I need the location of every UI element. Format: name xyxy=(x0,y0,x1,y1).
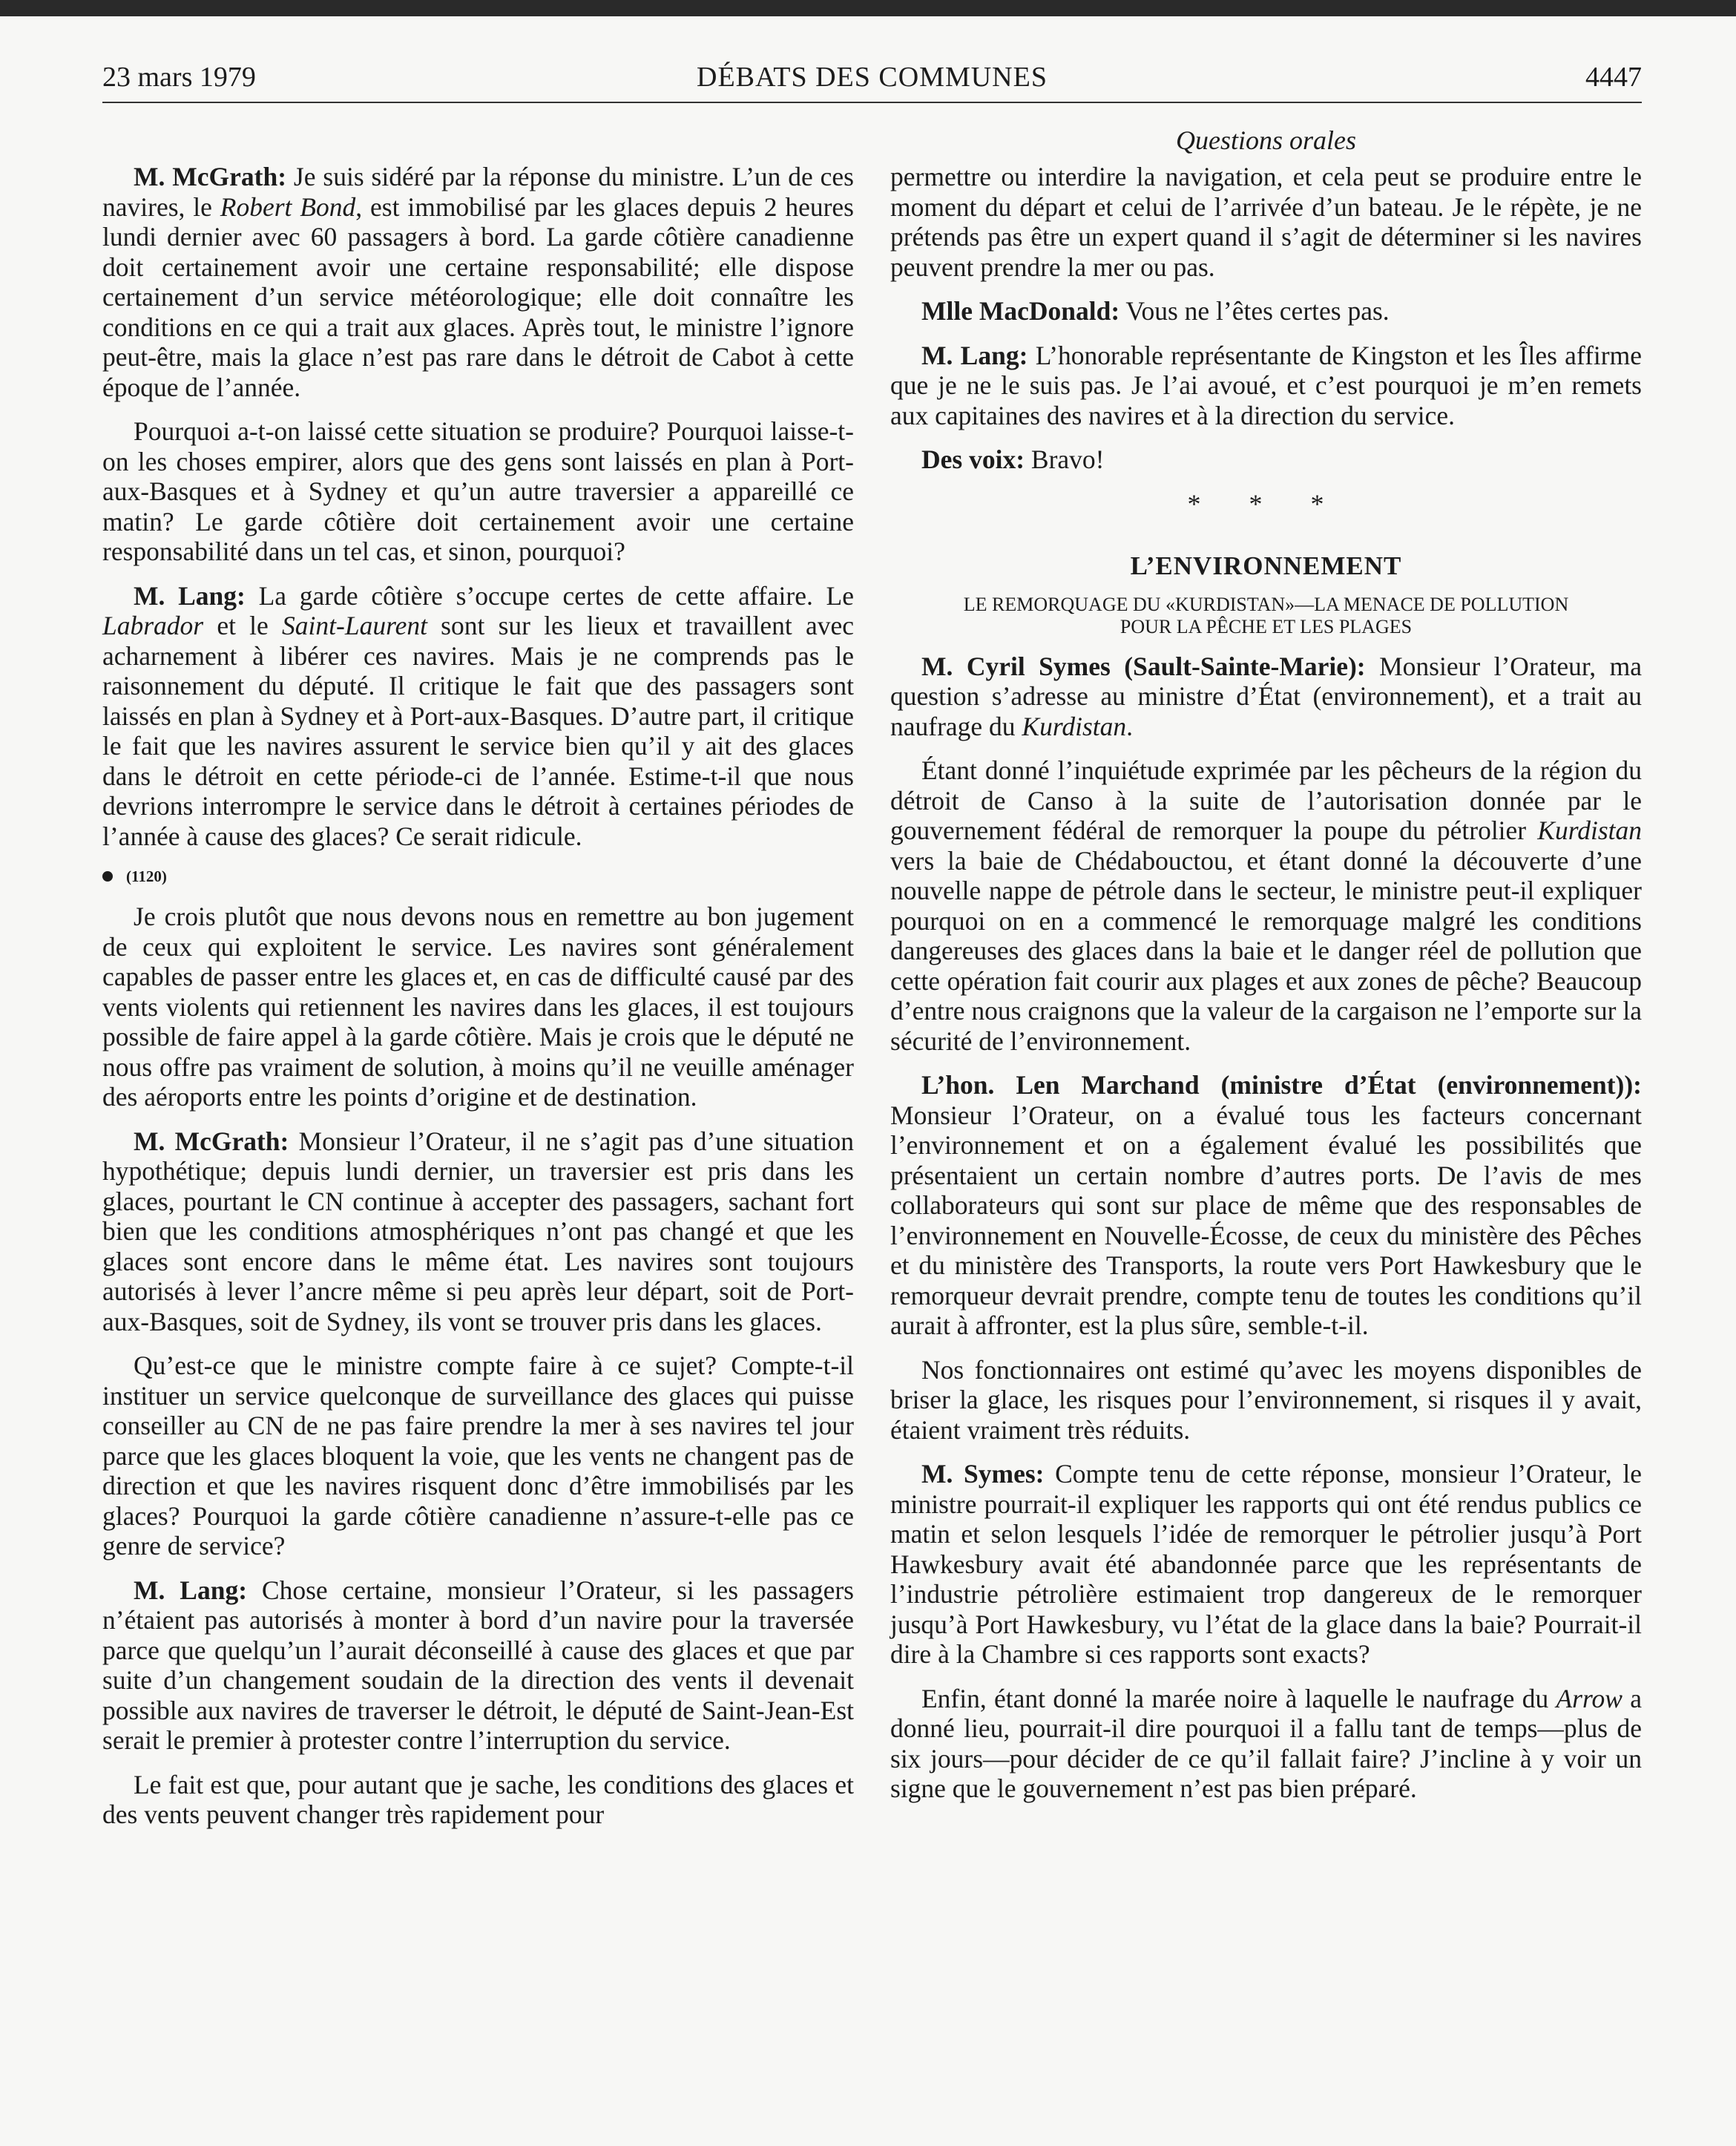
page-header xyxy=(102,61,1642,105)
timestamp-marker xyxy=(102,865,854,887)
section-label: Questions orales xyxy=(1176,125,1356,155)
paragraph: M. McGrath: Monsieur l’Orateur, il ne s’agit pas d’une situation hypothétique; depuis lundi dernier, un traversier est pris dans les glaces, pourtant le CN continue à accepter des passagers, sachant fort bien que les conditions atmosphériques n’ont pas changé et que les glaces sont encore dans le même état. Les navires sont toujours autorisés à lever l’ancre même si peu après leur départ, soit de Port-aux-Basques, soit de Sydney, ils vont se trouver pris dans les glaces. xyxy=(102,1126,854,1336)
speaker-name: Des voix: xyxy=(921,444,1025,474)
speaker-name: M. McGrath: xyxy=(134,162,287,191)
ship-name: Saint-Laurent xyxy=(282,611,427,640)
paragraph: permettre ou interdire la navigation, et cela peut se produire entre le moment du départ et celui de l’arrivée d’un bateau. Je le répète, je ne prétends pas être un expert quand il s’agit de déterminer si les navires peuvent prendre la mer ou pas. xyxy=(890,162,1642,282)
paragraph: M. Cyril Symes (Sault-Sainte-Marie): Monsieur l’Orateur, ma question s’adresse au ministre d’État (environnement), et a trait au naufrage du Kurdistan. xyxy=(890,651,1642,741)
bullet-icon xyxy=(102,871,113,882)
paragraph: M. Lang: La garde côtière s’occupe certes de cette affaire. Le Labrador et le Saint-Laurent sont sur les lieux et travaillent avec acharnement à libérer ces navires. Mais je ne comprends pas le raisonnement du député. Il critique le fait que des passagers sont laissés en plan à Sydney et à Port-aux-Basques. D’autre part, il critique le fait que les navires assurent le service bien qu’il y ait des glaces dans le détroit en cette période-ci de l’année. Estime-t-il que nous devrions interrompre le service dans le détroit à certaines périodes de l’année à cause des glaces? Ce serait ridicule. xyxy=(102,580,855,851)
paragraph: M. Lang: Chose certaine, monsieur l’Orateur, si les passagers n’étaient pas autorisés à monter à bord d’un navire pour la traversée parce que quelqu’un l’aurait déconseillé à cause des glaces et que par suite d’un changement soudain de la direction des vents il devenait possible aux navires de traverser le détroit, le député de Saint-Jean-Est serait le premier à protester contre l’interruption du service. xyxy=(102,1575,855,1755)
paragraph: Pourquoi a-t-on laissé cette situation se produire? Pourquoi laisse-t-on les choses empirer, alors que des gens sont laissés en plan à Port-aux-Basques et à Sydney et qu’un autre traversier a appareillé ce matin? Le garde côtière doit certainement avoir une certaine responsabilité dans un tel cas, et sinon, pourquoi? xyxy=(102,416,854,566)
scan-top-border xyxy=(0,0,1736,16)
speaker-name: M. Lang: xyxy=(134,580,246,611)
header-date: 23 mars 1979 xyxy=(102,62,256,93)
header-rule xyxy=(102,102,1642,103)
speaker-name: Mlle MacDonald: xyxy=(921,296,1120,326)
paragraph: M. McGrath: Je suis sidéré par la réponse du ministre. L’un de ces navires, le Robert Bond, est immobilisé par les glaces depuis 2 heures lundi dernier avec 60 passagers à bord. La garde côtière canadienne doit certainement avoir une certaine responsabilité; elle dispose certainement d’un service météorologique; elle doit connaître les conditions en ce qui a trait aux glaces. Après tout, le ministre l’ignore peut-être, mais la glace n’est pas rare dans le détroit de Cabot à cette époque de l’année. xyxy=(102,162,855,402)
ship-name: Arrow xyxy=(1556,1683,1622,1713)
section-separator: * * * xyxy=(1187,488,1345,519)
paragraph: Des voix: Bravo! xyxy=(921,444,1105,474)
ship-name: Robert Bond xyxy=(220,191,356,222)
left-column xyxy=(102,162,854,1844)
paragraph: M. Lang: L’honorable représentante de Kingston et les Îles affirme que je ne le suis pas. Je l’ai avoué, et c’est pourquoi je m’en remets aux capitaines des navires et à la direction du service. xyxy=(890,340,1642,430)
speaker-name: M. Cyril Symes (Sault-Sainte-Marie): xyxy=(921,651,1366,681)
paragraph: L’hon. Len Marchand (ministre d’État (environnement)): Monsieur l’Orateur, on a évalué tous les facteurs concernant l’environnement et on a également évalué les possibilités que présentaient un certain nombre d’autres ports. De l’avis de mes collaborateurs qui sont sur place de même que des responsables de l’environnement en Nouvelle-Écosse, de ceux du ministère des Pêches et du ministère des Transports, la route vers Port Hawkesbury que le remorqueur devrait prendre, compte tenu de toutes les conditions qu’il aurait à affronter, est la plus sûre, semble-t-il. xyxy=(890,1070,1642,1340)
paragraph: Enfin, étant donné la marée noire à laquelle le naufrage du Arrow a donné lieu, pourrait-il dire pourquoi il a fallu tant de temps—plus de six jours—pour décider de ce qu’il fallait faire? J’incline à y voir un signe que le gouvernement n’est pas bien préparé. xyxy=(890,1683,1642,1803)
header-page-number: 4447 xyxy=(1585,62,1642,93)
speaker-name: M. Lang: xyxy=(134,1575,248,1605)
paragraph: Qu’est-ce que le ministre compte faire à ce sujet? Compte-t-il instituer un service quelconque de surveillance des glaces qui puisse conseiller au CN de ne pas faire prendre la mer à ses navires tel jour parce que les glaces bloquent la voie, que les vents ne changent pas de direction et que les navires risquent donc d’être immobilisés par les glaces? Pourquoi la garde côtière canadienne n’assure-t-elle pas ce genre de service? xyxy=(102,1351,854,1561)
paragraph: Étant donné l’inquiétude exprimée par les pêcheurs de la région du détroit de Canso à la suite de l’autorisation donnée par le gouvernement fédéral de remorquer la poupe du pétrolier Kurdistan vers la baie de Chédabouctou, et étant donné la découverte d’une nouvelle nappe de pétrole dans le secteur, le ministre peut-il expliquer pourquoi on en a commencé le remorquage malgré les conditions dangereuses des glaces dans la baie et le danger réel de pollution que cette opération fait courir aux plages et aux zones de pêche? Beaucoup d’entre nous craignons que la valeur de la cargaison ne l’emporte sur la sécurité de l’environnement. xyxy=(890,755,1642,1056)
paragraph: Nos fonctionnaires ont estimé qu’avec les moyens disponibles de briser la glace, les risques pour l’environnement, si risques il y avait, étaient vraiment très réduits. xyxy=(890,1354,1642,1445)
ship-name: Kurdistan xyxy=(1537,816,1642,845)
paragraph: Je crois plutôt que nous devons nous en remettre au bon jugement de ceux qui exploitent le service. Les navires sont généralement capables de passer entre les glaces et, en cas de difficulté causé par des vents violents qui retiennent les navires dans les glaces, il est toujours possible de faire appel à la garde côtière. Mais je crois que le député ne nous offre pas vraiment de solution, à moins qu’il ne veuille aménager des aéroports entre les points d’origine et de destination. xyxy=(102,902,854,1112)
paragraph: Le fait est que, pour autant que je sache, les conditions des glaces et des vents peuvent changer très rapidement pour xyxy=(102,1769,854,1829)
ship-name: Labrador xyxy=(102,611,204,640)
timestamp: (1120) xyxy=(126,867,167,885)
ship-name: Kurdistan xyxy=(1022,711,1127,741)
speaker-name: M. McGrath: xyxy=(134,1126,289,1156)
paragraph: Mlle MacDonald: Vous ne l’êtes certes pas. xyxy=(921,296,1390,326)
speaker-name: M. Symes: xyxy=(921,1459,1045,1489)
speaker-name: M. Lang: xyxy=(921,340,1028,370)
speaker-name: L’hon. Len Marchand (ministre d’État (environnement)): xyxy=(921,1070,1642,1100)
section-heading: L’ENVIRONNEMENT xyxy=(1130,551,1402,580)
right-column xyxy=(890,162,1642,1818)
section-subheading: LE REMORQUAGE DU «KURDISTAN»—LA MENACE DE POLLUTION POUR LA PÊCHE ET LES PLAGES xyxy=(963,593,1569,637)
paragraph: M. Symes: Compte tenu de cette réponse, monsieur l’Orateur, le ministre pourrait-il expliquer les rapports qui ont été rendus publics ce matin et selon lesquels l’idée de remorquer le pétrolier jusqu’à Port Hawkesbury avait été abandonnée parce que les représentants de l’industrie pétrolière estimaient trop dangereux de le remorquer jusqu’à Port Hawkesbury, vu l’état de la glace dans la baie? Pourrait-il dire à la Chambre si ces rapports sont exacts? xyxy=(890,1459,1643,1669)
header-title: DÉBATS DES COMMUNES xyxy=(697,62,1048,93)
